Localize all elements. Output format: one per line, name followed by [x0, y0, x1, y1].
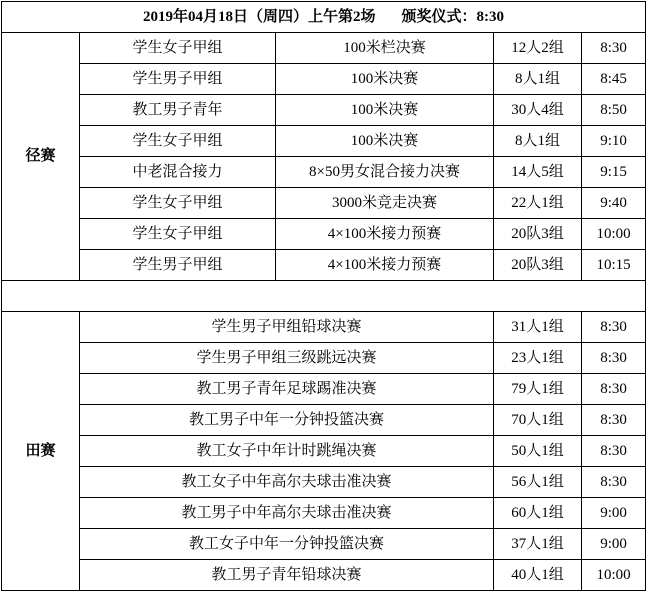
row-count: 70人1组 — [494, 405, 582, 436]
row-count: 37人1组 — [494, 529, 582, 560]
row-group: 中老混合接力 — [80, 157, 276, 188]
row-group: 学生女子甲组 — [80, 126, 276, 157]
title-row — [2, 2, 646, 33]
row-count: 22人1组 — [494, 188, 582, 219]
row-count: 23人1组 — [494, 343, 582, 374]
row-group: 学生女子甲组 — [80, 188, 276, 219]
table-row — [2, 343, 646, 374]
row-count: 40人1组 — [494, 560, 582, 591]
row-count: 56人1组 — [494, 467, 582, 498]
row-time: 9:15 — [582, 157, 646, 188]
row-event: 教工女子中年一分钟投篮决赛 — [80, 529, 494, 560]
row-event: 4×100米接力预赛 — [276, 250, 494, 281]
table-row — [2, 95, 646, 126]
row-group: 学生男子甲组 — [80, 250, 276, 281]
row-event: 100米决赛 — [276, 95, 494, 126]
row-event: 100米栏决赛 — [276, 33, 494, 64]
schedule-table — [1, 1, 646, 591]
table-row — [2, 188, 646, 219]
row-event: 100米决赛 — [276, 126, 494, 157]
row-time: 9:00 — [582, 498, 646, 529]
row-group: 学生女子甲组 — [80, 219, 276, 250]
row-event: 学生男子甲组三级跳远决赛 — [80, 343, 494, 374]
row-time: 8:30 — [582, 343, 646, 374]
row-event: 教工女子中年计时跳绳决赛 — [80, 436, 494, 467]
table-row — [2, 467, 646, 498]
row-event: 教工男子中年一分钟投篮决赛 — [80, 405, 494, 436]
row-event: 教工男子中年高尔夫球击准决赛 — [80, 498, 494, 529]
schedule-sheet — [0, 1, 646, 583]
row-event: 教工男子青年足球踢准决赛 — [80, 374, 494, 405]
row-count: 8人1组 — [494, 126, 582, 157]
row-group: 教工男子青年 — [80, 95, 276, 126]
row-count: 12人2组 — [494, 33, 582, 64]
row-time: 9:00 — [582, 529, 646, 560]
table-row — [2, 157, 646, 188]
row-time: 10:00 — [582, 219, 646, 250]
table-row — [2, 374, 646, 405]
row-group: 学生男子甲组 — [80, 64, 276, 95]
row-time: 10:00 — [582, 560, 646, 591]
row-time: 8:45 — [582, 64, 646, 95]
row-time: 8:30 — [582, 467, 646, 498]
title-award: 颁奖仪式：8:30 — [401, 8, 505, 25]
row-count: 30人4组 — [494, 95, 582, 126]
table-row — [2, 560, 646, 591]
table-row — [2, 250, 646, 281]
row-event: 教工女子中年高尔夫球击准决赛 — [80, 467, 494, 498]
row-group: 学生女子甲组 — [80, 33, 276, 64]
table-row — [2, 33, 646, 64]
table-row — [2, 312, 646, 343]
table-row — [2, 405, 646, 436]
page-title — [2, 2, 646, 33]
row-event: 3000米竞走决赛 — [276, 188, 494, 219]
row-count: 50人1组 — [494, 436, 582, 467]
table-row — [2, 498, 646, 529]
title-date: 2019年04月18日（周四）上午第2场 — [143, 8, 376, 25]
row-time: 8:50 — [582, 95, 646, 126]
table-row — [2, 126, 646, 157]
row-time: 9:10 — [582, 126, 646, 157]
row-time: 10:15 — [582, 250, 646, 281]
row-count: 20队3组 — [494, 250, 582, 281]
row-time: 8:30 — [582, 436, 646, 467]
row-count: 31人1组 — [494, 312, 582, 343]
section-spacer — [2, 281, 646, 312]
row-time: 8:30 — [582, 312, 646, 343]
row-count: 60人1组 — [494, 498, 582, 529]
row-event: 8×50男女混合接力决赛 — [276, 157, 494, 188]
row-time: 9:40 — [582, 188, 646, 219]
row-time: 8:30 — [582, 405, 646, 436]
row-count: 8人1组 — [494, 64, 582, 95]
section-label-field: 田赛 — [2, 312, 80, 591]
table-row — [2, 64, 646, 95]
row-time: 8:30 — [582, 33, 646, 64]
row-event: 教工男子青年铅球决赛 — [80, 560, 494, 591]
row-count: 14人5组 — [494, 157, 582, 188]
row-time: 8:30 — [582, 374, 646, 405]
row-event: 学生男子甲组铅球决赛 — [80, 312, 494, 343]
row-event: 100米决赛 — [276, 64, 494, 95]
row-count: 79人1组 — [494, 374, 582, 405]
row-event: 4×100米接力预赛 — [276, 219, 494, 250]
row-count: 20队3组 — [494, 219, 582, 250]
table-row — [2, 219, 646, 250]
table-row — [2, 436, 646, 467]
section-label-track: 径赛 — [2, 33, 80, 281]
